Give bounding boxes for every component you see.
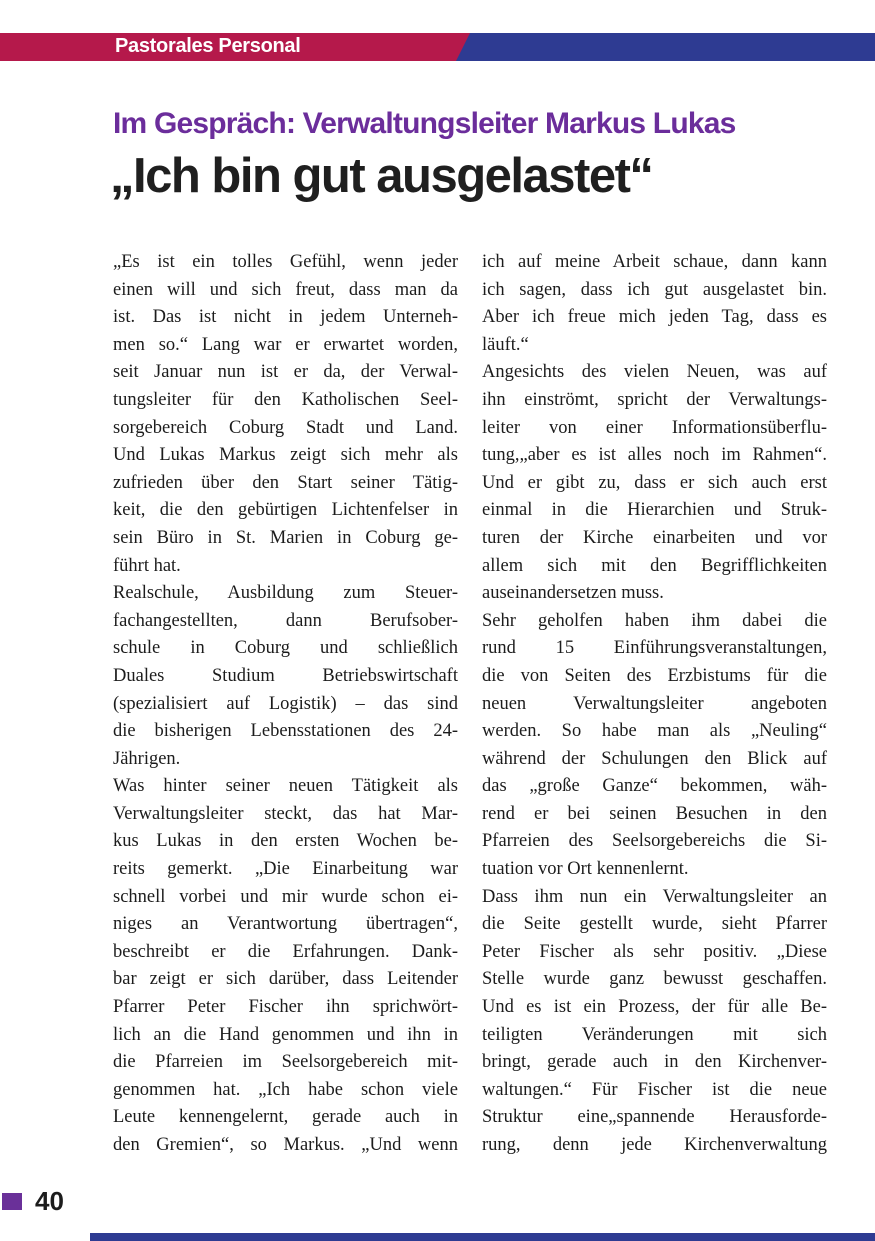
article-column-right (482, 249, 827, 1160)
text-line: Und es ist ein Prozess, der für alle Be- (482, 997, 827, 1018)
text-line: turen der Kirche einarbeiten und vor (482, 527, 827, 548)
text-line: kus Lukas in den ersten Wochen be- (113, 831, 458, 852)
text-line: Was hinter seiner neuen Tätigkeit als (113, 776, 458, 797)
section-label: Pastorales Personal (115, 35, 301, 57)
text-line: läuft.“ (482, 334, 529, 355)
text-line: werden. So habe man als „Neuling“ (482, 721, 827, 742)
text-line: ihn einströmt, spricht der Verwaltungs- (482, 389, 827, 410)
text-line: rung, denn jede Kirchenverwaltung (482, 1135, 827, 1155)
text-line: Realschule, Ausbildung zum Steuer- (113, 583, 458, 604)
text-line: waltungen.“ Für Fischer ist die neue (482, 1079, 827, 1100)
text-line: Und er gibt zu, dass er sich auch erst (482, 472, 827, 493)
text-line: keit, die den gebürtigen Lichtenfelser in (113, 500, 458, 521)
text-line: Angesichts des vielen Neuen, was auf (482, 362, 827, 383)
text-line: die von Seiten des Erzbistums für die (482, 665, 827, 686)
text-line: ich auf meine Arbeit schaue, dann kann (482, 252, 827, 272)
text-line: sein Büro in St. Marien in Coburg ge- (113, 527, 458, 548)
article-headline: „Ich bin gut ausgelastet“ (110, 149, 653, 203)
page-number: 40 (35, 1186, 64, 1216)
text-line: „Es ist ein tolles Gefühl, wenn jeder (113, 252, 458, 272)
text-line: reits gemerkt. „Die Einarbeitung war (113, 859, 458, 880)
footer-blue-bar (90, 1233, 875, 1241)
text-line: bar zeigt er sich darüber, dass Leitender (113, 969, 458, 990)
text-line: Aber ich freue mich jeden Tag, dass es (482, 307, 827, 328)
text-line: Peter Fischer als sehr positiv. „Diese (482, 941, 827, 962)
text-line: Und Lukas Markus zeigt sich mehr als (113, 445, 458, 466)
text-line: die bisherigen Lebensstationen des 24- (113, 721, 458, 742)
text-line: beschreibt er die Erfahrungen. Dank- (113, 941, 458, 962)
text-line: Sehr geholfen haben ihm dabei die (482, 610, 827, 631)
article-column-left (113, 249, 458, 1160)
article-kicker: Im Gespräch: Verwaltungsleiter Markus Lukas (113, 107, 736, 140)
text-line: genommen hat. „Ich habe schon viele (113, 1079, 458, 1100)
text-line: zufrieden über den Start seiner Tätig- (113, 472, 458, 493)
text-line: rund 15 Einführungsveranstaltungen, (482, 638, 827, 659)
text-line: allem sich mit den Begrifflichkeiten (482, 555, 827, 576)
text-line: die Seite gestellt wurde, sieht Pfarrer (482, 914, 827, 935)
text-line: men so.“ Lang war er erwartet worden, (113, 334, 458, 355)
article-body (113, 249, 827, 1160)
text-line: schnell vorbei und mir wurde schon ei- (113, 886, 458, 907)
text-line: leiter von einer Informationsüberflu- (482, 417, 827, 438)
text-line: Pfarreien des Seelsorgebereichs die Si- (482, 831, 827, 852)
text-line: lich an die Hand genommen und ihn in (113, 1024, 458, 1045)
text-line: bringt, gerade auch in den Kirchenver- (482, 1052, 827, 1073)
section-header-band (0, 33, 875, 61)
footer-square-marker (2, 1193, 22, 1210)
text-line: neuen Verwaltungsleiter angeboten (482, 693, 827, 714)
text-line: (spezialisiert auf Logistik) – das sind (113, 693, 458, 714)
text-line: Pfarrer Peter Fischer ihn sprichwört- (113, 997, 458, 1018)
text-line: den Gremien“, so Markus. „Und wenn (113, 1135, 458, 1155)
text-line: ist. Das ist nicht in jedem Unterneh- (113, 307, 458, 328)
text-line: fachangestellten, dann Berufsober- (113, 610, 458, 631)
text-line: niges an Verantwortung übertragen“, (113, 914, 458, 935)
text-line: sorgebereich Coburg Stadt und Land. (113, 417, 458, 438)
text-line: Dass ihm nun ein Verwaltungsleiter an (482, 886, 827, 907)
text-line: die Pfarreien im Seelsorgebereich mit- (113, 1052, 458, 1073)
text-line: das „große Ganze“ bekommen, wäh- (482, 776, 827, 797)
text-line: tungsleiter für den Katholischen Seel- (113, 389, 458, 410)
text-line: Verwaltungsleiter steckt, das hat Mar- (113, 803, 458, 824)
text-line: einen will und sich freut, dass man da (113, 279, 458, 300)
text-line: während der Schulungen den Blick auf (482, 748, 827, 769)
text-line: teiligten Veränderungen mit sich (482, 1024, 827, 1045)
text-line: rend er bei seinen Besuchen in den (482, 803, 827, 824)
text-line: Jährigen. (113, 748, 181, 769)
text-line: seit Januar nun ist er da, der Verwal- (113, 362, 458, 383)
text-line: Duales Studium Betriebswirtschaft (113, 665, 458, 686)
text-line: einmal in die Hierarchien und Struk- (482, 500, 827, 521)
text-line: Struktur eine„spannende Herausforde- (482, 1107, 827, 1128)
text-line: führt hat. (113, 555, 181, 576)
text-line: tung,„aber es ist alles noch im Rahmen“. (482, 445, 827, 466)
text-line: tuation vor Ort kennenlernt. (482, 859, 689, 880)
text-line: schule in Coburg und schließlich (113, 638, 458, 659)
text-line: Leute kennengelernt, gerade auch in (113, 1107, 458, 1128)
text-line: auseinandersetzen muss. (482, 583, 664, 604)
text-line: ich sagen, dass ich gut ausgelastet bin. (482, 279, 827, 300)
text-line: Stelle wurde ganz bewusst geschaffen. (482, 969, 827, 990)
